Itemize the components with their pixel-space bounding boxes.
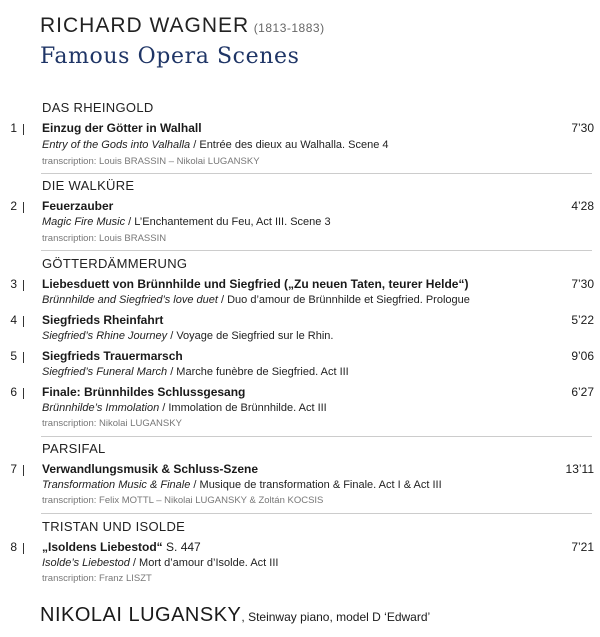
english-title: Entry of the Gods into Valhalla — [42, 139, 191, 151]
track-separator — [23, 280, 24, 291]
french-title: / Entrée des dieux au Walhalla. Scene 4 — [190, 139, 389, 151]
french-title: / Voyage de Siegfried sur le Rhin. — [167, 330, 334, 342]
english-title: Brünnhilde and Siegfried’s love duet — [42, 294, 218, 306]
track-duration: 7’30 — [571, 121, 594, 135]
section-divider — [41, 513, 592, 514]
track-title: Finale: Brünnhildes Schlussgesang — [42, 385, 246, 399]
section-divider — [41, 173, 592, 174]
track-title: Liebesduett von Brünnhilde und Siegfried („Zu neuen Taten, teurer Helde“) — [42, 277, 469, 291]
track-number: 7 — [10, 462, 17, 476]
section-divider — [41, 436, 592, 437]
transcription-credit: transcription: Felix MOTTL – Nikolai LUGANSKY & Zoltán KOCSIS — [42, 495, 324, 506]
french-title: / Mort d’amour d’Isolde. Act III — [129, 557, 279, 569]
performer-credit — [40, 604, 430, 627]
opera-heading: DIE WALKÜRE — [42, 178, 135, 193]
composer-line — [40, 14, 325, 38]
french-title: / L’Enchantement du Feu, Act III. Scene 3 — [125, 216, 331, 228]
header — [40, 14, 325, 69]
track-duration: 9’06 — [571, 349, 594, 363]
track-number: 8 — [10, 540, 17, 554]
track-number: 6 — [10, 385, 17, 399]
track-subtitle — [42, 216, 331, 228]
track-subtitle — [42, 294, 470, 306]
track-title: Siegfrieds Trauermarsch — [42, 349, 183, 363]
transcription-credit: transcription: Nikolai LUGANSKY — [42, 418, 182, 429]
english-title: Siegfried’s Funeral March — [42, 366, 168, 378]
performer-instrument: , Steinway piano, model D ‘Edward’ — [241, 610, 431, 624]
english-title: Isolde’s Liebestod — [42, 557, 130, 569]
track-separator — [23, 316, 24, 327]
track-title: Verwandlungsmusik & Schluss-Szene — [42, 462, 259, 476]
english-title: Transformation Music & Finale — [42, 479, 191, 491]
track-duration: 4’28 — [571, 199, 594, 213]
transcription-credit: transcription: Louis BRASSIN — [42, 233, 167, 244]
track-duration: 13’11 — [565, 462, 594, 476]
track-separator — [23, 465, 24, 476]
transcription-credit: transcription: Franz LISZT — [42, 573, 152, 584]
track-duration: 7’30 — [571, 277, 594, 291]
english-title: Brünnhilde’s Immolation — [42, 402, 160, 414]
track-title-wrapper — [42, 540, 201, 554]
track-separator — [23, 124, 24, 135]
album-title: Famous Opera Scenes — [40, 44, 300, 69]
track-subtitle — [42, 330, 333, 342]
track-duration: 7’21 — [571, 540, 594, 554]
transcription-credit: transcription: Louis BRASSIN – Nikolai LUGANSKY — [42, 156, 260, 167]
track-subtitle — [42, 479, 442, 491]
performer-name: NIKOLAI LUGANSKY — [40, 604, 242, 626]
track-subtitle — [42, 366, 349, 378]
composer-name: RICHARD WAGNER — [40, 14, 250, 37]
track-separator — [23, 202, 24, 213]
track-separator — [23, 352, 24, 363]
track-title: Einzug der Götter in Walhall — [42, 121, 202, 135]
track-separator — [23, 388, 24, 399]
section-divider — [41, 250, 592, 251]
track-subtitle — [42, 402, 327, 414]
track-title: „Isoldens Liebestod“ — [42, 540, 163, 554]
catalog-number: S. 447 — [162, 540, 201, 554]
track-subtitle — [42, 557, 278, 569]
track-separator — [23, 543, 24, 554]
track-number: 3 — [10, 277, 17, 291]
opera-heading: TRISTAN UND ISOLDE — [42, 519, 186, 534]
opera-heading: DAS RHEINGOLD — [42, 100, 154, 115]
track-duration: 5’22 — [571, 313, 594, 327]
english-title: Magic Fire Music — [42, 216, 126, 228]
french-title: / Immolation de Brünnhilde. Act III — [159, 402, 327, 414]
track-duration: 6’27 — [571, 385, 594, 399]
track-number: 2 — [10, 199, 17, 213]
track-number: 5 — [10, 349, 17, 363]
composer-dates: (1813-1883) — [253, 21, 325, 35]
french-title: / Marche funèbre de Siegfried. Act III — [167, 366, 349, 378]
track-subtitle — [42, 139, 389, 151]
track-title: Siegfrieds Rheinfahrt — [42, 313, 164, 327]
track-number: 4 — [10, 313, 17, 327]
track-number: 1 — [10, 121, 17, 135]
french-title: / Musique de transformation & Finale. Act I & Act III — [190, 479, 442, 491]
opera-heading: GÖTTERDÄMMERUNG — [42, 256, 188, 271]
english-title: Siegfried’s Rhine Journey — [42, 330, 168, 342]
opera-heading: PARSIFAL — [42, 441, 106, 456]
track-title: Feuerzauber — [42, 199, 114, 213]
french-title: / Duo d’amour de Brünnhilde et Siegfried. Prologue — [217, 294, 470, 306]
